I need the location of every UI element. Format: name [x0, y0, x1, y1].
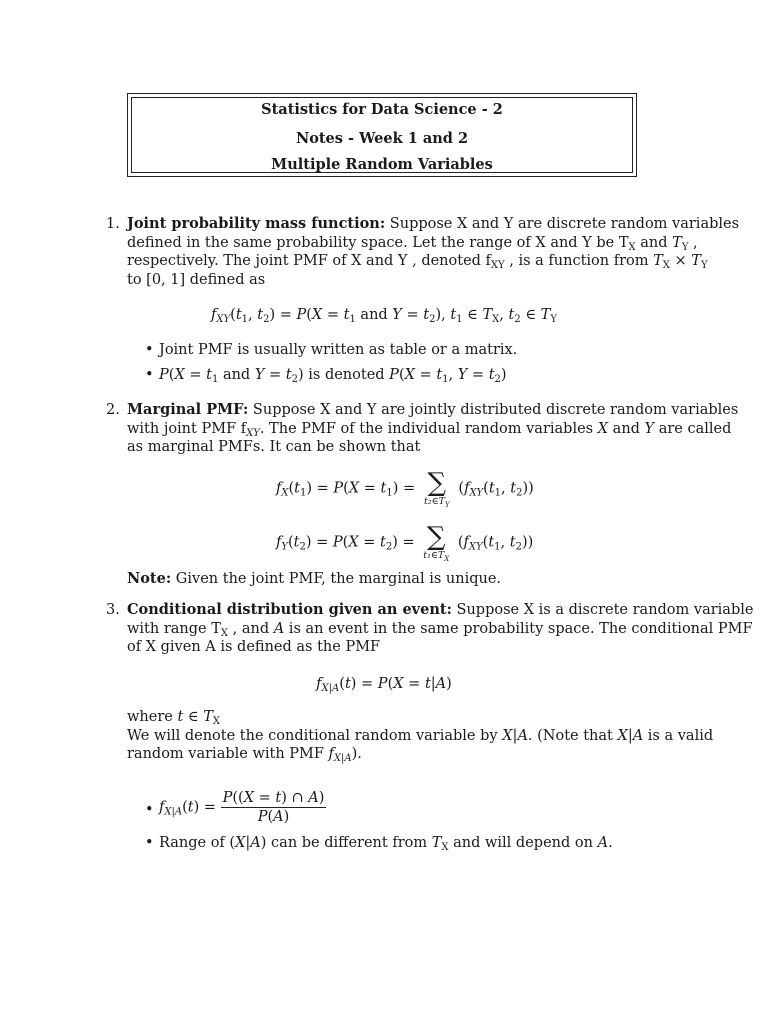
section-number: 2.	[106, 402, 120, 418]
bullet-text: Range of (X|A) can be different from $T_X$ and will depend on A.	[159, 835, 613, 853]
section-3-line2: with range T	[127, 620, 221, 637]
marginal-note	[127, 570, 678, 589]
note-label: Note:	[127, 570, 172, 587]
section-1-line2: defined in the same probability space. Let the range of X and Y be T	[127, 234, 629, 251]
fraction: $\frac{P((X = t) \cap A)}{P(A)}$	[222, 790, 325, 825]
summation-symbol: ∑ $t_1\in T_X$	[423, 522, 450, 563]
section-number: 3.	[106, 602, 120, 618]
course-title: Statistics for Data Science - 2	[261, 101, 503, 118]
marginal-x-equation: $f_X(t_1) = P(X = t_1)$ = ∑ $t_2\in T_Y$ ($f_{XY}(t_1$, $t_2$))	[276, 468, 534, 509]
section-3-continuation: where t ∈ $T_X$ We will denote the conditional random variable by X|A. (Note that X|A is a valid random variable with PMF $f_{X|A}$).	[127, 709, 714, 764]
section-3-line3: of X given A is defined as the PMF	[127, 639, 381, 655]
section-heading: Marginal PMF:	[127, 401, 249, 418]
joint-pmf-equation: $f_{XY}(t_1$, $t_2) = P(X = t_1$ and $Y = t_2$), $t_1$ ∈ $T_X$, $t_2$ ∈ $T_Y$	[211, 307, 557, 325]
section-2-line2: with joint PMF f	[127, 420, 247, 437]
section-2-line3: as marginal PMFs. It can be shown that	[127, 439, 421, 455]
bullet-text: $f_{X|A}(t)$ = $\frac{P((X = t) \cap A)}{P(A)}$	[159, 790, 325, 825]
section-2-paragraph: Marginal PMF: Suppose X and Y are jointly distributed discrete random variables with joint PMF $f_{XY}$. The PMF of the individual random variables X and Y are called as marginal PMFs. It can be shown that	[127, 401, 739, 455]
section-1-line1: Suppose X and Y are discrete random variables	[385, 216, 740, 232]
notes-title: Notes - Week 1 and 2	[295, 130, 469, 147]
bullet-text: $P(X = t_1$ and $Y = t_2$) is denoted $P(X = t_1$, $Y = t_2$)	[159, 367, 507, 385]
summation-symbol: ∑ $t_2\in T_Y$	[423, 468, 450, 509]
note-text: Given the joint PMF, the marginal is unique.	[171, 571, 502, 587]
section-3-line1: Suppose X is a discrete random variable	[451, 602, 754, 618]
section-1-line4: to [0, 1] defined as	[127, 271, 266, 288]
bullet-dot: •	[145, 835, 154, 851]
section-2-line1: Suppose X and Y are jointly distributed discrete random variables	[248, 402, 739, 418]
section-number: 1.	[106, 216, 120, 232]
section-3-paragraph: Conditional distribution given an event: Suppose X is a discrete random variable with range $T_X$ , and A is an event in the same probability space. The conditional PMF of X given A is defined as the PMF	[127, 601, 754, 655]
section-heading: Joint probability mass function:	[127, 215, 386, 232]
section-1-line3: respectively. The joint PMF of X and Y , denoted f	[127, 253, 491, 269]
bullet-dot: •	[145, 802, 154, 818]
conditional-pmf-equation: $f_{X|A}(t) = P(X = t|A)$	[316, 676, 452, 694]
marginal-y-equation: $f_Y(t_2) = P(X = t_2)$ = ∑ $t_1\in T_X$ ($f_{XY}(t_1$, $t_2$))	[276, 522, 534, 563]
bullet-dot: •	[145, 367, 154, 383]
bullet-text: Joint PMF is usually written as table or a matrix.	[159, 342, 518, 358]
topic-title: Multiple Random Variables	[271, 156, 493, 173]
title-box-inner-border	[131, 97, 633, 173]
title-box	[127, 93, 637, 177]
section-1-paragraph: Joint probability mass function: Suppose X and Y are discrete random variables defined in the same probability space. Let the range of X and Y be $T_X$ and $T_Y$ , respectively. The joint PMF of X and Y , denoted $f_{XY}$ , is a function from $T_X \times T_Y$ to [0, 1] defined as	[127, 215, 740, 288]
section-heading: Conditional distribution given an event:	[127, 601, 452, 618]
bullet-dot: •	[145, 342, 154, 358]
